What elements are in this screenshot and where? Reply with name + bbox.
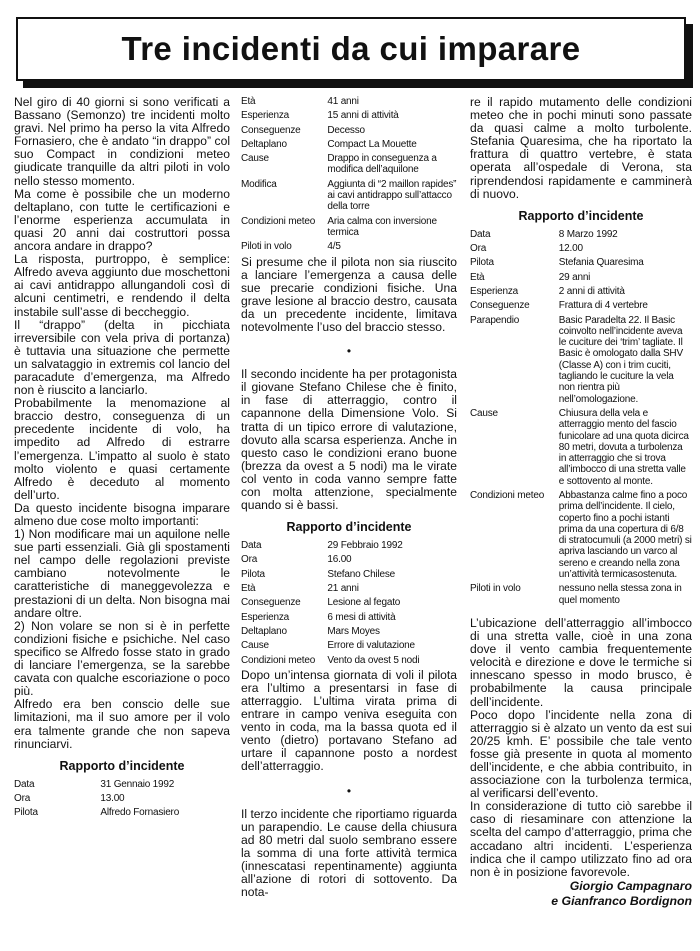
- report-key: Ora: [470, 243, 487, 255]
- report-key: Parapendio: [470, 314, 520, 326]
- table-row: [470, 490, 692, 583]
- report-value: Aggiunta di “2 maillon rapides” ai cavi antidrappo sull’attacco della torre: [327, 178, 457, 213]
- report-value: 21 anni: [327, 583, 359, 595]
- report-value: Mars Moyes: [327, 625, 380, 637]
- report-value: 41 anni: [327, 96, 359, 107]
- table-row: [470, 300, 692, 314]
- report-key: Pilota: [470, 257, 494, 269]
- report-key: Condizioni meteo: [241, 654, 316, 666]
- paragraph: Probabilmente la menomazione al braccio destro, conseguenza di un precedente incidente di volo, ha impedito ad Alfredo di estrarre l’emergenza. L’impatto al suolo è stato molto violento e quasi certamente Alfredo è deceduto al momento dell’urto.: [14, 396, 230, 502]
- table-row: [470, 243, 692, 257]
- report-value: Chiusura della vela e atterraggio mento del fascio funicolare ad una quota dicirca 80 metri, dovuta a turbolenza in atterraggio che si trova all’imbocco di una stretta valle e sottovento al monte.: [558, 407, 689, 487]
- paragraph: re il rapido mutamento delle condizioni meteo che in pochi minuti sono passate da quasi calme a molto turbolente. Stefania Quaresima, che ha riportato la frattura di quattro vertebre, è stata operata all’ospedale di Verona, sta riprendendosi rapidamente e camminerà di nuovo.: [470, 95, 692, 201]
- table-row: [14, 779, 230, 793]
- report-key: Data: [470, 228, 491, 240]
- table-row: [14, 807, 230, 821]
- report-value: 29 Febbraio 1992: [327, 540, 403, 552]
- table-row: [241, 569, 457, 583]
- table-row: [470, 315, 692, 408]
- table-row: [241, 241, 457, 255]
- paragraph: In considerazione di tutto ciò sarebbe il caso di riesaminare con attenzione la scelta del campo d’atterraggio, prima che accadano altri incidenti. L’esperienza indica che il campo utilizzato fino ad ora non è in posizione favorevole.: [470, 799, 692, 879]
- paragraph: 1) Non modificare mai un aquilone nelle sue parti essenziali. Già gli spostamenti nel campo delle regolazioni previste cambiano notevolmente le caratteristiche di maneggevolezza e prestazioni di un delta. Non bisogna mai andare oltre.: [14, 527, 230, 620]
- paragraph: Il secondo incidente ha per protagonista il giovane Stefano Chilese che è finito, in fase di atterraggio, contro il capannone della Dimensione Volo. Si tratta di un tipico errore di valutazione, dovuto alla scarsa esperienza. Anche in questo caso le condizioni erano buone (brezza da ovest a 5 nodi) ma le virate col vento in coda vanno sempre fatte con molta attenzione, specialmente quando si è bassi.: [241, 367, 457, 513]
- separator-dot: •: [346, 783, 352, 798]
- report-title: Rapporto d’incidente: [286, 520, 412, 535]
- report-value: 12.00: [558, 243, 583, 255]
- paragraph: L’ubicazione dell’atterraggio all’imbocco di una stretta valle, cioè in una zona dove il vento cambia frequentemente velocità e direzione e dove le termiche si innescano spesso in modo brusco, è probabilmente la causa principale dell’incidente.: [470, 615, 692, 709]
- report-table: [470, 229, 692, 609]
- report-value: Stefano Chilese: [327, 568, 395, 580]
- table-row: [241, 139, 457, 153]
- report-key: Cause: [241, 153, 269, 165]
- report-value: Decesso: [327, 124, 365, 136]
- report-value: Alfredo Fornasiero: [100, 807, 180, 819]
- title-box: [16, 17, 686, 81]
- paragraph: Dopo un’intensa giornata di voli il pilota era l’ultimo a presentarsi in fase di atterraggio. L’ultima virata prima di entrare in campo veniva eseguita con vento in coda, ma la bassa quota ed il vento (dietro) portavano Stefano ad urtare il capannone posto a nordest dell’atterraggio.: [241, 667, 457, 774]
- paragraph: La risposta, purtroppo, è semplice: Alfredo aveva aggiunto due moschettoni ai cavi antidrappo allungandoli così di alcuni centimetri, e rendendo il delta instabile sull’asse di beccheggio.: [14, 252, 230, 319]
- report-key: Esperienza: [241, 110, 290, 122]
- report-key: Condizioni meteo: [470, 489, 545, 501]
- paragraph: Ma come è possibile che un moderno deltaplano, con tutte le certificazioni e l’enorme esperienza accumulata in quasi 20 anni dai costruttori possa ancora andare in drappo?: [14, 186, 230, 254]
- report-key: Piloti in volo: [241, 241, 292, 253]
- report-title: Rapporto d’incidente: [59, 758, 185, 773]
- report-value: Errore di valutazione: [327, 640, 415, 652]
- page-title: Tre incidenti da cui imparare: [121, 30, 581, 67]
- table-row: [14, 793, 230, 807]
- column-2: [241, 96, 457, 899]
- table-row: [470, 408, 692, 490]
- report-table: [241, 96, 457, 256]
- report-value: 13.00: [100, 792, 125, 804]
- report-value: 15 anni di attività: [327, 110, 399, 122]
- report-key: Cause: [470, 407, 498, 419]
- report-key: Data: [14, 778, 35, 790]
- table-row: [241, 626, 457, 640]
- report-key: Data: [241, 540, 262, 552]
- report-value: Stefania Quaresima: [558, 257, 644, 269]
- table-row: [470, 257, 692, 271]
- report-value: Basic Paradelta 22. Il Basic coinvolto nell’incidente aveva le cuciture dei ‘trim’ tagliate. Il Basic è omologato dalla SHV (Classe A) con i trim cuciti, tagliando le cuciture la vela non rientra più nell’omologazione.: [558, 314, 683, 405]
- report-value: Aria calma con inversione termica: [327, 215, 437, 238]
- paragraph: Poco dopo l’incidente nella zona di atterraggio si è alzato un vento da est sui 20/25 kmh. E’ possibile che tale vento fosse già presente in quota al momento dell’incidente, e che abbia contribuito, in associazione con la turbolenza termica, al verificarsi dell’evento.: [470, 707, 692, 801]
- table-row: [241, 655, 457, 669]
- report-key: Modifica: [241, 178, 277, 190]
- report-key: Ora: [14, 792, 31, 804]
- report-value: Abbastanza calme fino a poco prima dell’incidente. Il cielo, coperto fino a pochi istanti prima da una copertura di 6/8 di stratocumuli (a 2000 metri) si apriva lasciando un varco al sereno e creando nella zona un’attività termicasostenuta.: [558, 489, 692, 581]
- author-signature: Giorgio Campagnaro: [569, 878, 692, 893]
- report-key: Conseguenze: [241, 124, 301, 136]
- report-value: 31 Gennaio 1992: [100, 778, 175, 790]
- report-key: Età: [241, 583, 256, 595]
- report-table: [241, 540, 457, 669]
- table-row: [241, 597, 457, 611]
- table-row: [241, 583, 457, 597]
- table-row: [241, 153, 457, 179]
- report-key: Pilota: [14, 807, 38, 819]
- report-key: Esperienza: [241, 611, 290, 623]
- table-row: [241, 179, 457, 216]
- report-key: Piloti in volo: [470, 583, 521, 595]
- table-row: [470, 272, 692, 286]
- paragraph: Alfredo era ben conscio delle sue limitazioni, ma il suo amore per il volo era talmente grande che non sapeva rinunciarvi.: [14, 697, 230, 751]
- paragraph: Nel giro di 40 giorni si sono verificati a Bassano (Semonzo) tre incidenti molto gravi. Nel primo ha perso la vita Alfredo Fornasiero, che è andato “in drappo” col suo Compact in condizioni meteo giudicate tranquille da altri piloti in volo nello stesso momento.: [14, 95, 230, 188]
- report-key: Età: [470, 271, 485, 283]
- table-row: [241, 96, 457, 110]
- report-key: Deltaplano: [241, 138, 287, 150]
- report-key: Ora: [241, 554, 258, 566]
- report-key: Condizioni meteo: [241, 215, 316, 227]
- table-row: [470, 286, 692, 300]
- table-row: [241, 612, 457, 626]
- report-value: Drappo in conseguenza a modifica dell’aquilone: [327, 153, 437, 176]
- report-key: Pilota: [241, 568, 265, 580]
- table-row: [241, 216, 457, 242]
- table-row: [241, 640, 457, 654]
- paragraph: Si presume che il pilota non sia riuscito a lanciare l’emergenza a causa delle sue precarie condizioni fisiche. Una grave lesione al braccio destro, causata da un precedente incidente, limitava notevolmente l’uso del braccio stesso.: [241, 254, 457, 335]
- report-key: Conseguenze: [241, 597, 301, 609]
- column-1: [14, 96, 230, 822]
- report-value: Compact La Mouette: [327, 138, 417, 150]
- report-key: Conseguenze: [470, 300, 530, 312]
- report-table: [14, 779, 230, 822]
- report-value: 6 mesi di attività: [327, 611, 396, 623]
- report-title: Rapporto d’incidente: [518, 208, 644, 223]
- report-value: Lesione al fegato: [327, 597, 401, 609]
- table-row: [241, 540, 457, 554]
- report-value: 4/5: [327, 241, 341, 253]
- table-row: [241, 125, 457, 139]
- report-value: Frattura di 4 vertebre: [558, 300, 648, 312]
- table-row: [470, 583, 692, 609]
- separator-dot: •: [346, 344, 352, 359]
- table-row: [241, 110, 457, 124]
- report-value: 29 anni: [558, 271, 591, 283]
- paragraph: Il “drappo” (delta in picchiata irreversibile con vela priva di portanza) è tuttavia una situazione che permette un salvataggio in extremis col lancio del paracadute d’emergenza, ma Alfredo non è riuscito a lanciarlo.: [14, 317, 230, 398]
- report-key: Deltaplano: [241, 625, 287, 637]
- paragraph: Da questo incidente bisogna imparare almeno due cose molto importanti:: [14, 500, 230, 528]
- table-row: [470, 229, 692, 243]
- author-signature: e Gianfranco Bordignon: [551, 893, 692, 908]
- report-key: Età: [241, 96, 256, 107]
- report-value: Vento da ovest 5 nodi: [327, 654, 420, 666]
- report-value: 8 Marzo 1992: [558, 228, 618, 240]
- report-key: Esperienza: [470, 285, 519, 297]
- paragraph: Il terzo incidente che riportiamo riguarda un parapendio. Le cause della chiusura ad 80 metri dal suolo sembrano essere la somma di una forte attività termica (innescatasi repentinamente) aggiunta all’azione di rotori di sottovento. Da nota-: [241, 806, 457, 900]
- report-value: nessuno nella stessa zona in quel momento: [558, 583, 682, 606]
- report-value: 2 anni di attività: [558, 285, 625, 297]
- paragraph: 2) Non volare se non si è in perfette condizioni fisiche e psichiche. Nel caso specifico se Alfredo fosse stato in grado di lanciare l’emergenza, se la sarebbe cavata con qualche escoriazione o poco più.: [14, 618, 230, 699]
- table-row: [241, 554, 457, 568]
- report-value: 16.00: [327, 554, 352, 566]
- report-key: Cause: [241, 640, 269, 652]
- column-3: [470, 96, 692, 909]
